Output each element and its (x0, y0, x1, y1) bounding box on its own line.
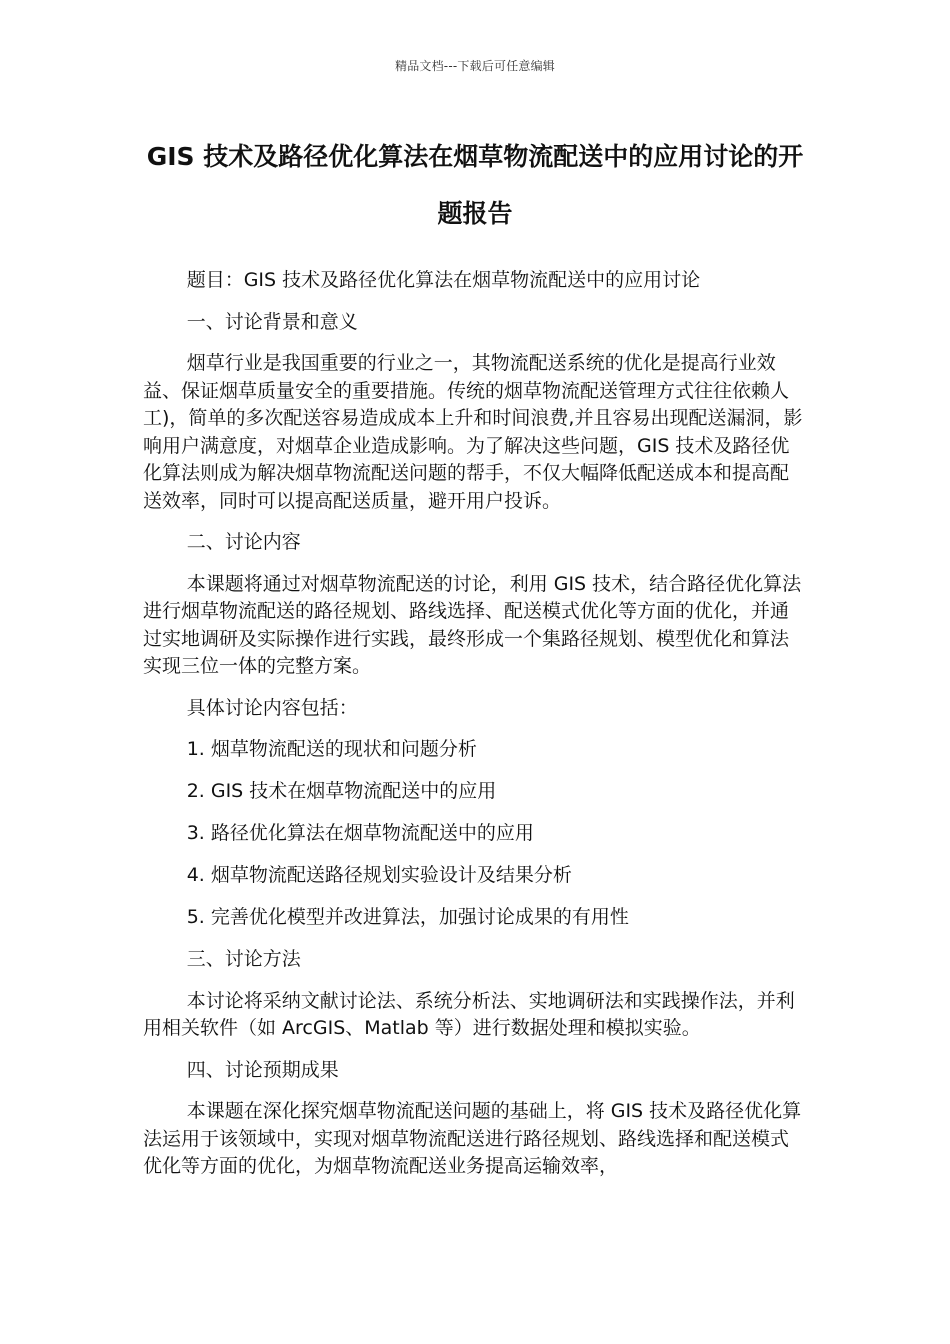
section-heading-results: 四、讨论预期成果 (186, 1058, 339, 1081)
page-header: 精品文档---下载后可任意编辑 (395, 59, 555, 73)
document-title: GIS 技术及路径优化算法在烟草物流配送中的应用讨论的开题报告 (146, 142, 804, 228)
list-item: 3. 路径优化算法在烟草物流配送中的应用 (186, 822, 534, 844)
content-paragraph: 本课题将通过对烟草物流配送的讨论，利用 GIS 技术，结合路径优化算法进行烟草物流配送的路径规划、路线选择、配送模式优化等方面的优化，并通过实地调研及实际操作进行实践，最终形成一个集路径规划、模型优化和算法实现三位一体的完整方案。 (143, 572, 802, 677)
document-body (143, 267, 807, 1195)
section-heading-method: 三、讨论方法 (186, 948, 301, 970)
results-paragraph: 本课题在深化探究烟草物流配送问题的基础上，将 GIS 技术及路径优化算法运用于该领域中，实现对烟草物流配送进行路径规划、路线选择和配送模式优化等方面的优化，为烟草物流配送业务提高运输效率， (143, 1100, 802, 1177)
list-item: 1. 烟草物流配送的现状和问题分析 (186, 738, 477, 760)
content-list-intro: 具体讨论内容包括： (186, 696, 358, 719)
list-item: 5. 完善优化模型并改进算法，加强讨论成果的有用性 (186, 906, 629, 928)
background-paragraph: 烟草行业是我国重要的行业之一，其物流配送系统的优化是提高行业效益、保证烟草质量安全的重要措施。传统的烟草物流配送管理方式往往依赖人工)，简单的多次配送容易造成成本上升和时间浪费,并且容易出现配送漏洞，影响用户满意度，对烟草企业造成影响。为了解决这些问题，GIS 技术及路径优化算法则成为解决烟草物流配送问题的帮手，不仅大幅降低配送成本和提高配送效率，同时可以提高配送质量，避开用户投诉。 (143, 352, 803, 512)
section-heading-background: 一、讨论背景和意义 (186, 310, 358, 333)
section-heading-content: 二、讨论内容 (186, 531, 301, 553)
list-item: 2. GIS 技术在烟草物流配送中的应用 (186, 780, 497, 802)
topic-line: 题目：GIS 技术及路径优化算法在烟草物流配送中的应用讨论 (186, 269, 701, 291)
list-item: 4. 烟草物流配送路径规划实验设计及结果分析 (186, 864, 572, 886)
method-paragraph: 本讨论将采纳文献讨论法、系统分析法、实地调研法和实践操作法，并利用相关软件（如 ArcGIS、Matlab 等）进行数据处理和模拟实验。 (143, 989, 795, 1039)
